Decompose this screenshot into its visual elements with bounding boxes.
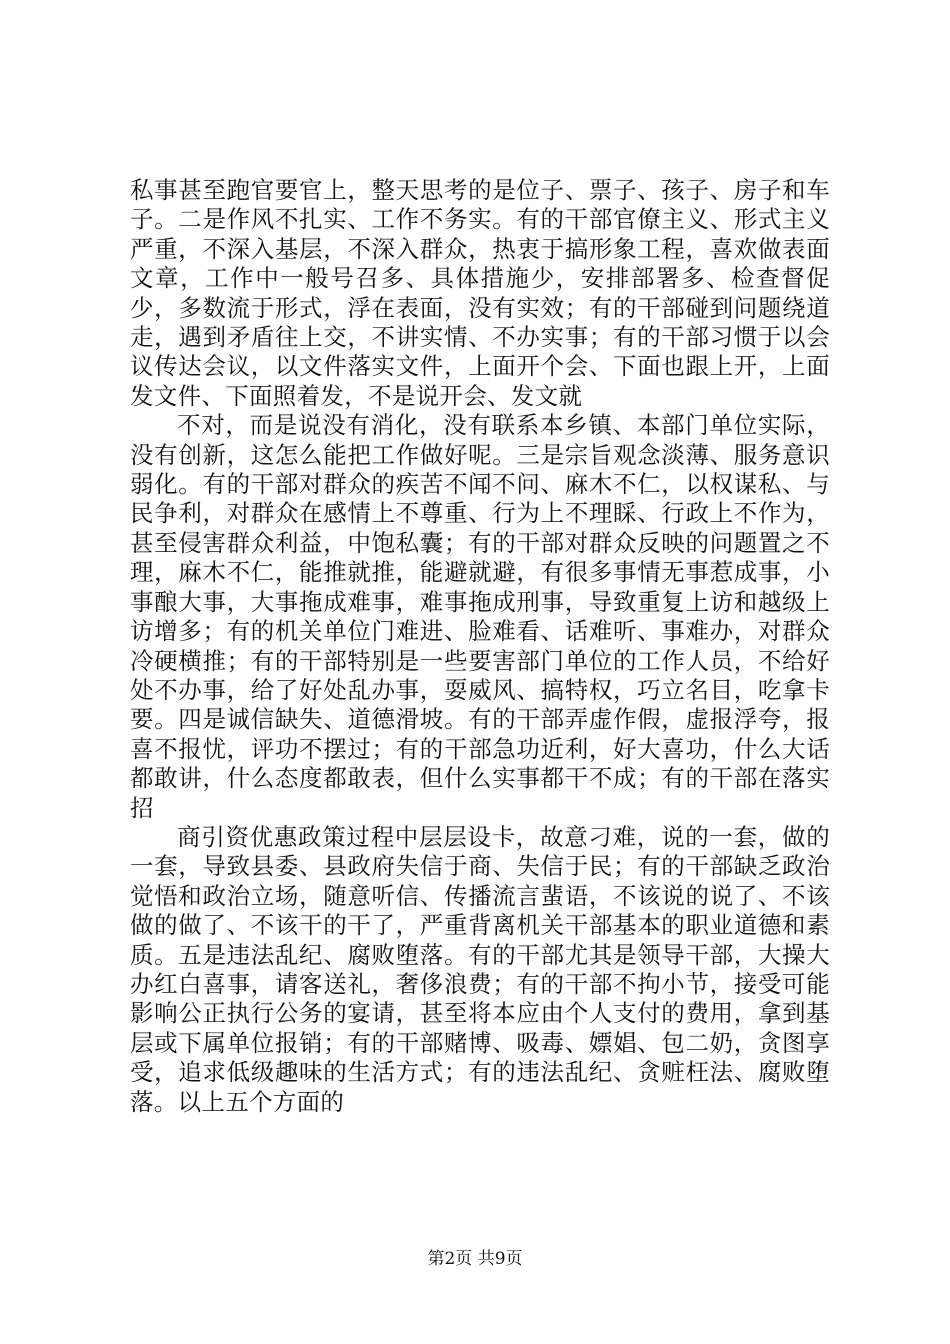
page-footer — [0, 1244, 950, 1269]
paragraph-2: 不对，而是说没有消化，没有联系本乡镇、本部门单位实际，没有创新，这怎么能把工作做好呢。三是宗旨观念淡薄、服务意识弱化。有的干部对群众的疾苦不闻不问、麻木不仁，以权谋私、与民争利，对群众在感情上不尊重、行为上不理睬、行政上不作为，甚至侵害群众利益，中饱私囊；有的干部对群众反映的问题置之不理，麻木不仁，能推就推，能避就避，有很多事情无事惹成事，小事酿大事，大事拖成难事，难事拖成刑事，导致重复上访和越级上访增多；有的机关单位门难进、脸难看、话难听、事难办，对群众冷硬横推；有的干部特别是一些要害部门单位的工作人员，不给好处不办事，给了好处乱办事，耍威风、搞特权，巧立名目，吃拿卡要。四是诚信缺失、道德滑坡。有的干部弄虚作假，虚报浮夸，报喜不报忧，评功不摆过；有的干部急功近利，好大喜功，什么大话都敢讲，什么态度都敢表，但什么实事都干不成；有的干部在落实招 — [130, 411, 830, 822]
paragraph-3: 商引资优惠政策过程中层层设卡，故意刁难，说的一套，做的一套，导致县委、县政府失信于商、失信于民；有的干部缺乏政治觉悟和政治立场，随意听信、传播流言蜚语，不该说的说了、不该做的做了、不该干的干了，严重背离机关干部基本的职业道德和素质。五是违法乱纪、腐败堕落。有的干部尤其是领导干部，大操大办红白喜事，请客送礼，奢侈浪费；有的干部不拘小节，接受可能影响公正执行公务的宴请，甚至将本应由个人支付的费用，拿到基层或下属单位报销；有的干部赌博、吸毒、嫖娼、包二奶，贪图享受，追求低级趣味的生活方式；有的违法乱纪、贪赃枉法、腐败堕落。以上五个方面的 — [130, 822, 830, 1116]
page-indicator: 第2页 共9页 — [427, 1249, 523, 1269]
paragraph-1: 私事甚至跑官要官上，整天思考的是位子、票子、孩子、房子和车子。二是作风不扎实、工作不务实。有的干部官僚主义、形式主义严重，不深入基层，不深入群众，热衷于搞形象工程，喜欢做表面文章，工作中一般号召多、具体措施少，安排部署多、检查督促少，多数流于形式，浮在表面，没有实效；有的干部碰到问题绕道走，遇到矛盾往上交，不讲实情、不办实事；有的干部习惯于以会议传达会议，以文件落实文件，上面开个会、下面也跟上开，上面发文件、下面照着发，不是说开会、发文就 — [130, 176, 830, 410]
document-body — [130, 176, 830, 1117]
